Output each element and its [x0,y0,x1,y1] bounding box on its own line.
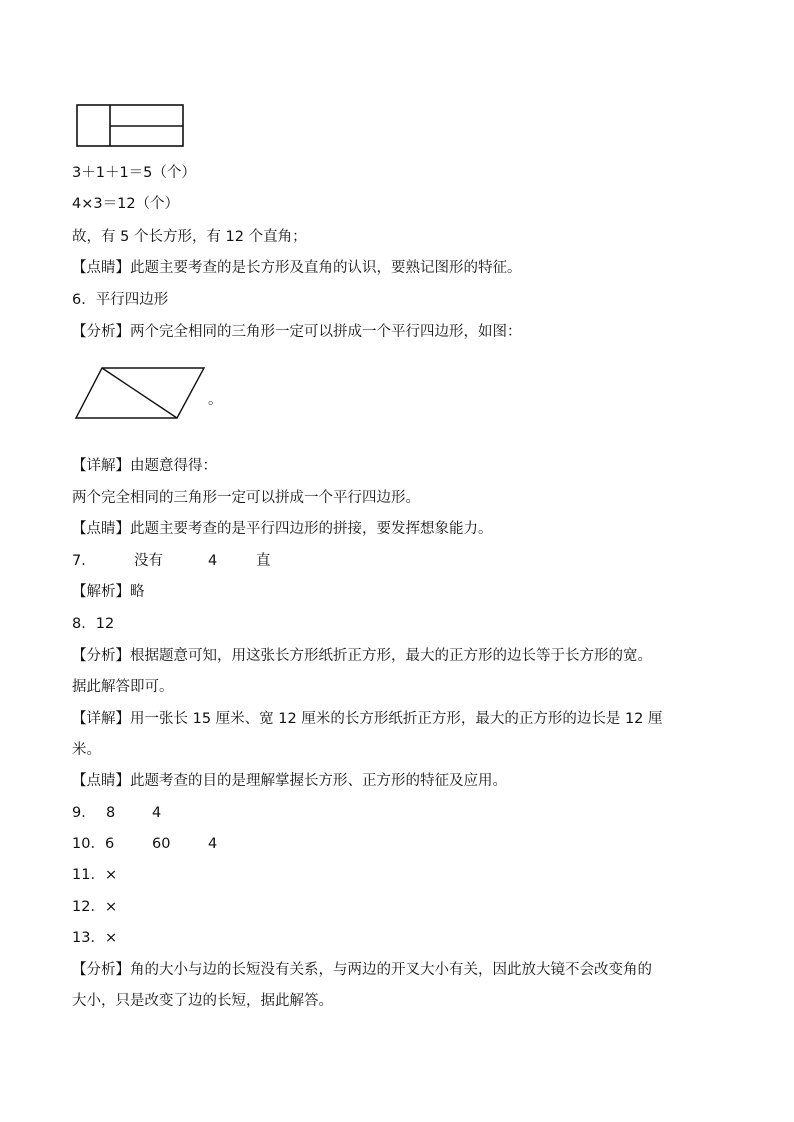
analysis-13-line-1: 【分析】角的大小与边的长短没有关系，与两边的开叉大小有关，因此放大镜不会改变角的 [72,962,652,978]
analysis-8-line-1: 【分析】根据题意可知，用这张长方形纸折正方形，最大的正方形的边长等于长方形的宽。 [72,648,652,664]
question-13: 13．× [72,930,118,946]
analysis-8-line-2: 据此解答即可。 [72,679,174,695]
figure-6-suffix: 。 [208,392,223,408]
question-7-answer-1: 没有 [134,553,163,569]
question-9-answer-2: 4 [152,805,162,821]
parallelogram-figure [74,366,208,422]
question-7 [72,551,271,571]
question-7-answer-2: 4 [208,553,218,569]
question-10-answer-2: 60 [152,836,171,852]
question-10-number-answer: 10．6 [72,836,115,852]
detail-8-line-2: 米。 [72,742,101,758]
question-12: 12．× [72,899,118,915]
conclusion-5: 故，有 5 个长方形，有 12 个直角； [72,229,307,245]
question-9-number: 9． [72,805,96,821]
detail-8-line-1: 【详解】用一张长 15 厘米、宽 12 厘米的长方形纸折正方形，最大的正方形的边长是 12 厘 [72,711,663,727]
question-11: 11．× [72,867,118,883]
question-8: 8．12 [72,616,115,632]
divided-rectangle-figure [76,104,186,148]
question-9-answer-1: 8 [106,805,116,821]
question-7-number: 7． [72,553,96,569]
analysis-13-line-2: 大小，只是改变了边的长短，据此解答。 [72,993,333,1009]
question-10-answer-3: 4 [208,836,218,852]
calc-line-2: 4×3＝12（个） [72,196,180,212]
question-7-answer-3: 直 [256,553,271,569]
comment-8: 【点睛】此题考查的目的是理解掌握长方形、正方形的特征及应用。 [72,773,507,789]
question-9 [72,803,162,823]
question-10 [72,834,218,854]
comment-6: 【点睛】此题主要考查的是平行四边形的拼接，要发挥想象能力。 [72,521,493,537]
analysis-6: 【分析】两个完全相同的三角形一定可以拼成一个平行四边形，如图： [72,324,522,340]
question-6: 6．平行四边形 [72,292,169,308]
parse-7: 【解析】略 [72,584,145,600]
calc-line-1: 3＋1＋1＝5（个） [72,165,196,181]
detail-6-label: 【详解】由题意得得： [72,458,217,474]
comment-5: 【点睛】此题主要考查的是长方形及直角的认识，要熟记图形的特征。 [72,260,522,276]
detail-6-text: 两个完全相同的三角形一定可以拼成一个平行四边形。 [72,490,420,506]
